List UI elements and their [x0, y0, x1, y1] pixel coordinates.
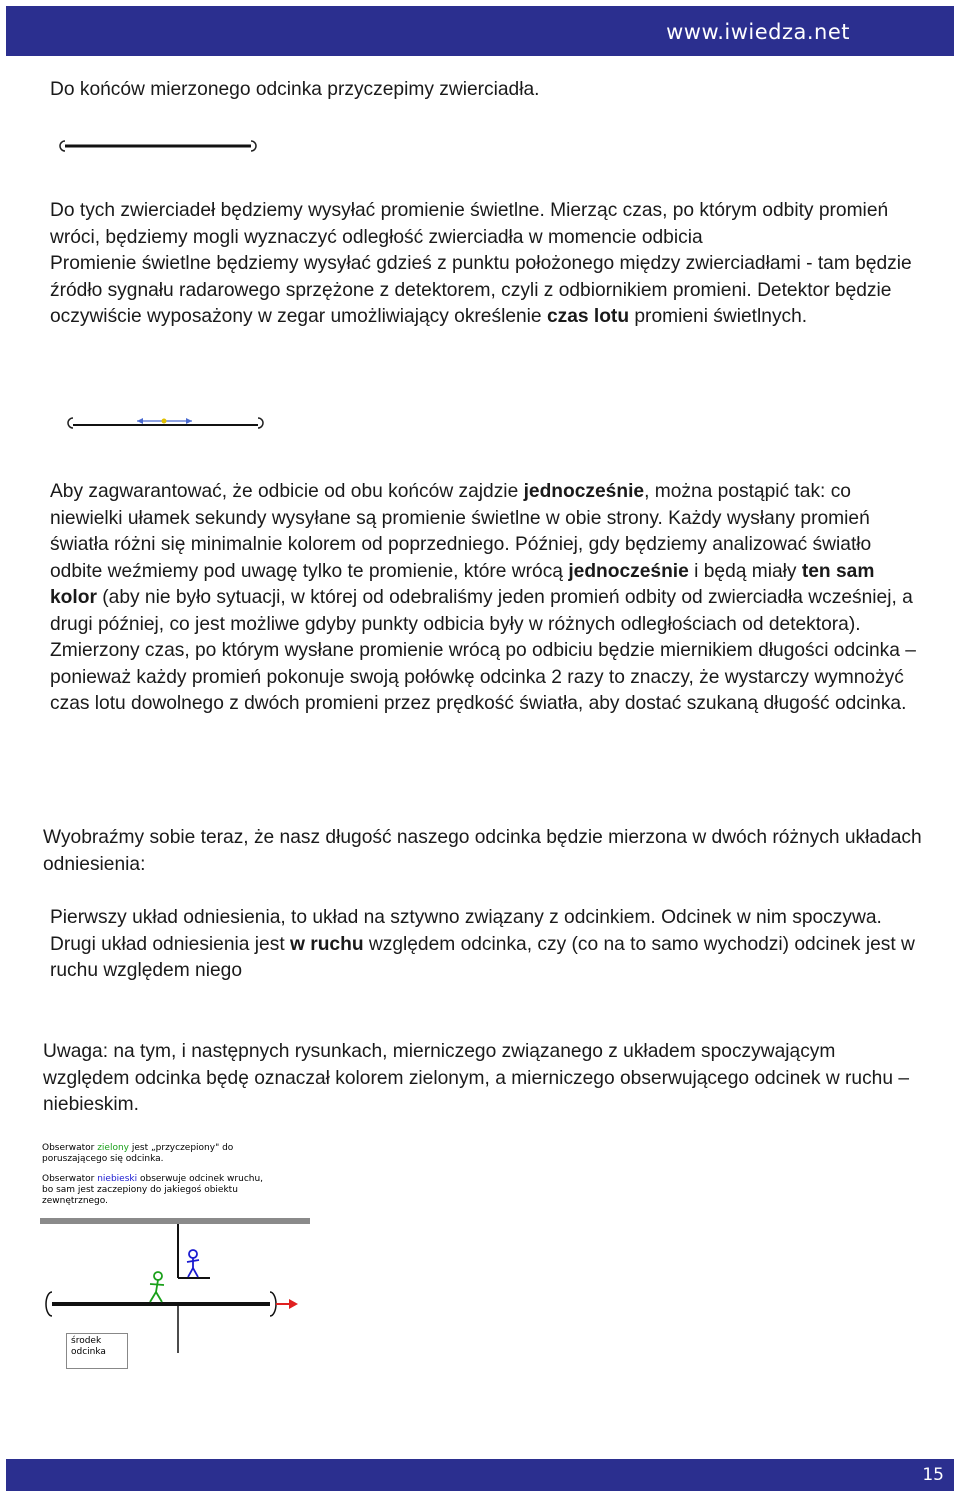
paragraph-frames-list	[50, 905, 920, 985]
paragraph-note: Uwaga: na tym, i następnych rysunkach, mierniczego związanego z układem spoczywającym względem odcinka będę oznaczał kolorem zielonym, a mierniczego obserwującego odcinek w ruchu – niebieskim.	[43, 1041, 910, 1115]
paragraph-intro: Do końców mierzonego odcinka przyczepimy zwierciadła.	[50, 79, 540, 100]
bold-same-color: ten sam kolor	[50, 560, 875, 608]
motion-arrow-head	[289, 1299, 298, 1309]
bold-simultaneously-1: jednocześnie	[523, 481, 645, 502]
frame-two-text-a: Drugi układ odniesienia jest	[50, 933, 290, 955]
right-mirror	[270, 1292, 276, 1316]
paragraph-simultaneous-a: Aby zagwarantować, że odbicie od obu końców zajdzie	[50, 481, 524, 502]
bold-in-motion: w ruchu	[289, 933, 364, 955]
note-green-observer	[42, 1143, 272, 1165]
frame-one-text: Pierwszy układ odniesienia, to układ na sztywno związany z odcinkiem. Odcinek w nim spoczywa.	[50, 907, 882, 928]
green-observer-figure	[150, 1272, 164, 1302]
note-blue-b: obserwuje odcinek wruchu, bo sam jest zaczepiony do jakiegoś obiektu zewnętrznego.	[42, 1174, 264, 1206]
note-blue-word: niebieski	[97, 1174, 138, 1184]
note-green-b: jest „przyczepiony" do poruszającego się odcinka.	[42, 1143, 234, 1164]
paragraph-simultaneous	[50, 479, 920, 718]
header-bar	[6, 6, 954, 56]
left-mirror	[46, 1292, 52, 1316]
note-green-word: zielony	[97, 1143, 130, 1153]
figure-observers	[40, 1143, 310, 1383]
bold-simultaneously-2: jednocześnie	[568, 560, 689, 582]
paragraph-simultaneous-b: , można postąpić tak: co niewielki ułamek sekundy wysyłane są promienie świetlne w obie strony. Każdy wysłany promień światła różni się minimalnie kolorem od poprzedniego. Później, gdy będziemy analizować światło odbite weźmiemy pod uwagę tylko te promienie, które wrócą	[50, 481, 872, 582]
paragraph-simultaneous-c: i będą miały	[688, 560, 802, 582]
paragraph-mirrors-a: Do tych zwierciadeł będziemy wysyłać promienie świetlne. Mierząc czas, po którym odbity promień wróci, będziemy mogli wyznaczyć odległość zwierciadła w momencie odbicia	[50, 200, 889, 248]
note-blue-observer	[42, 1174, 272, 1207]
bold-flight-time: czas lotu	[546, 306, 630, 327]
external-object-bar	[40, 1218, 310, 1224]
blue-observer-figure	[187, 1250, 199, 1277]
frame-two-text-b: względem odcinka, czy (co na to samo wychodzi) odcinek jest w ruchu względem niego	[50, 933, 915, 981]
note-green-a: Obserwator	[42, 1143, 98, 1153]
paragraph-mirrors	[50, 198, 920, 331]
footer-bar	[6, 1459, 954, 1491]
paragraph-two-frames: Wyobraźmy sobie teraz, że nasz długość naszego odcinka będzie mierzona w dwóch różnych układach odniesienia:	[43, 827, 922, 875]
site-url[interactable]: www.iwiedza.net	[666, 20, 850, 44]
center-label-line2: odcinka	[71, 1347, 106, 1357]
center-label-line1: środek	[71, 1336, 102, 1346]
note-blue-a: Obserwator	[42, 1174, 98, 1184]
paragraph-simultaneous-d: (aby nie było sytuacji, w której od odebraliśmy jeden promień odbity od zwierciadła wcześniej, a drugi później, co jest możliwe gdyby punkty odbicia były w różnych odległościach od detektora). Zmierzony czas, po którym wysłane promienie wrócą po odbiciu będzie miernikiem długości odcinka – ponieważ każdy promień pokonuje swoją połówkę odcinka 2 razy to znaczy, że wystarczy wymnożyć czas lotu dowolnego z dwóch promieni przez prędkość światła, aby dostać szukaną długość odcinka.	[50, 587, 916, 714]
center-label-box	[66, 1333, 128, 1369]
paragraph-mirrors-b: Promienie świetlne będziemy wysyłać gdzieś z punktu położonego między zwierciadłami - tam będzie źródło sygnału radarowego sprzężone z detektorem, czyli z odbiornikiem promieni. Detektor będzie oczywiście wyposażony w zegar umożliwiający określenie	[50, 253, 912, 327]
figure-segment-source	[62, 414, 272, 434]
page-number: 15	[922, 1465, 944, 1485]
figure-segment-mirrors	[56, 136, 266, 156]
paragraph-mirrors-c: promieni świetlnych.	[629, 306, 808, 327]
